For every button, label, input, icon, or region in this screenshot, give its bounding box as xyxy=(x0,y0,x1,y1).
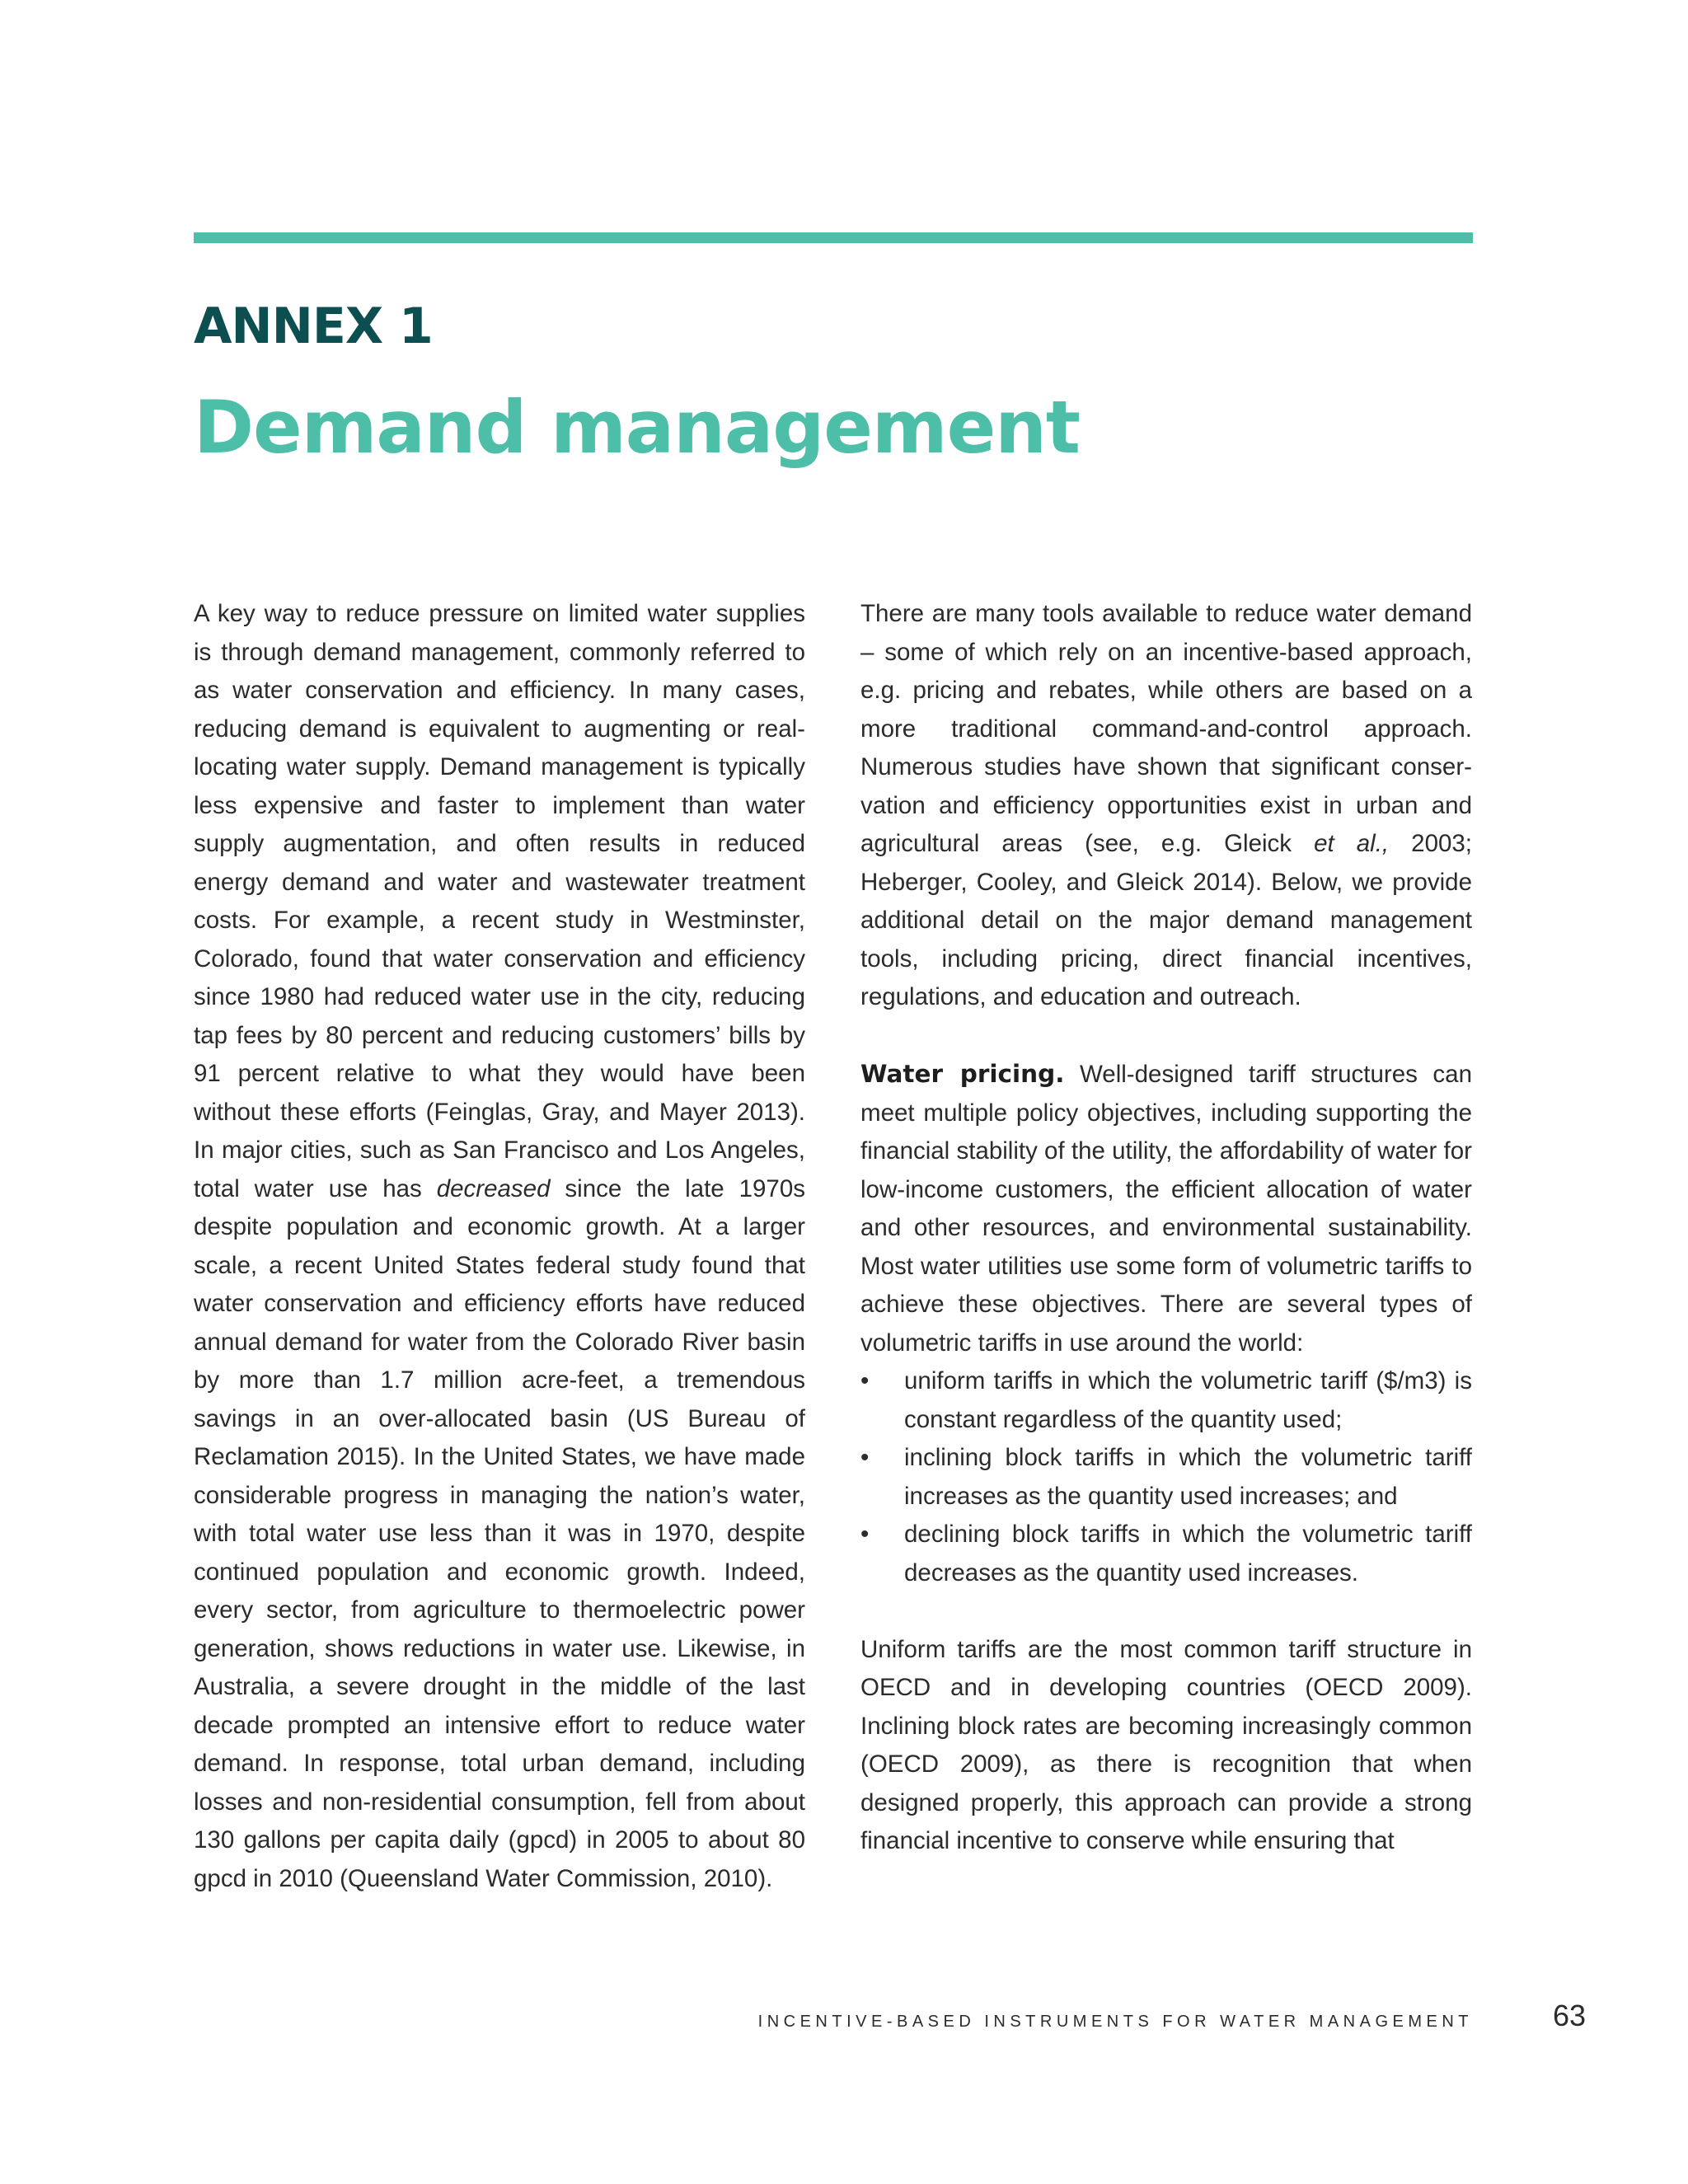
left-paragraph-1-text-b: since the late 1970s despite population and economic growth. At a larger scale, a recent United States federal study found that water conservation and efficiency efforts have reduced annual demand for water from the Colorado River basin by more than 1.7 million acre-feet, a tremendous savings in an over-allocated basin (US Bureau of Reclamation 2015). In the United States, we have made considerable progress in managing the nation’s water, with total water use less than it was in 1970, despite continued population and economic growth. Indeed, every sector, from agriculture to thermoelectric power generation, shows reductions in water use. Likewise, in Australia, a severe drought in the middle of the last decade prompted an intensive effort to reduce water demand. In response, total urban demand, including losses and non-residential consumption, fell from about 130 gallons per capita daily (gpcd) in 2005 to about 80 gpcd in 2010 (Queensland Water Commission, 2010). xyxy=(194,1174,805,1892)
list-item-text: declining block tariffs in which the volumetric tariff decreases as the quantity used increases. xyxy=(904,1521,1472,1586)
tariff-types-list xyxy=(860,1362,1472,1592)
right-column xyxy=(860,595,1472,1861)
left-paragraph-1-emphasis: decreased xyxy=(436,1174,551,1202)
bullet-icon: • xyxy=(860,1444,870,1471)
paragraph-spacer xyxy=(860,1017,1472,1056)
right-paragraph-1-emphasis: et al., xyxy=(1314,830,1390,857)
list-item xyxy=(860,1362,1472,1439)
page-title: Demand management xyxy=(194,385,1080,470)
right-paragraph-3: Uniform tariffs are the most common tariff structure in OECD and in developing countries (OECD 2009). Inclining block rates are becoming increasingly common (OECD 2009), as there is recognition that when designed properly, this approach can provide a strong financial incentive to conserve while ensuring that xyxy=(860,1635,1472,1854)
left-column xyxy=(194,595,805,1898)
paragraph-spacer xyxy=(860,1592,1472,1631)
page-number: 63 xyxy=(1553,1999,1587,2032)
list-item-text: uniform tariffs in which the volumetric tariff ($/m3) is constant regardless of the quantity used; xyxy=(904,1367,1472,1433)
list-item xyxy=(860,1516,1472,1592)
water-pricing-paragraph xyxy=(860,1055,1472,1362)
list-item-text: inclining block tariffs in which the volumetric tariff increases as the quantity used increases; and xyxy=(904,1444,1472,1510)
right-paragraph-1-text-a: There are many tools available to reduce water demand – some of which rely on an incentive-based approach, e.g. pricing and rebates, while others are based on a more traditional command-and-control approach. Numerous studies have shown that significant conservation and efficiency opportunities exist in urban and agricultural areas (see, e.g. Gleick xyxy=(860,600,1472,857)
left-paragraph-1-text-a: A key way to reduce pressure on limited water supplies is through demand management, commonly referred to as water conservation and efficiency. In many cases, reducing demand is equivalent to augmenting or reallocating water supply. Demand management is typically less expensive and faster to implement than water supply augmentation, and often results in reduced energy demand and water and wastewater treatment costs. For example, a recent study in Westminster, Colorado, found that water conservation and efficiency since 1980 had reduced water use in the city, reducing tap fees by 80 percent and reducing customers’ bills by 91 percent relative to what they would have been without these efforts (Feinglas, Gray, and Mayer 2013). In major cities, such as San Francisco and Los Angeles, total water use has xyxy=(194,600,805,1202)
annex-label: ANNEX 1 xyxy=(194,298,433,355)
left-paragraph-1 xyxy=(194,595,805,1898)
right-paragraph-1 xyxy=(860,595,1472,1017)
bullet-icon: • xyxy=(860,1367,870,1394)
top-accent-rule xyxy=(194,232,1473,243)
bullet-icon: • xyxy=(860,1521,870,1548)
list-item xyxy=(860,1439,1472,1516)
right-paragraph-1-text-b: 2003; Heberger, Cooley, and Gleick 2014). Below, we provide additional detail on the major demand management tools, including pricing, direct financial incentives, regulations, and education and outreach. xyxy=(860,830,1473,1010)
water-pricing-heading: Water pricing. xyxy=(860,1060,1065,1088)
footer-publication-title: INCENTIVE-BASED INSTRUMENTS FOR WATER MANAGEMENT xyxy=(757,2013,1473,2031)
water-pricing-text: Well-designed tariff structures can meet multiple policy objectives, including supporting the financial stability of the utility, the affordability of water for low-income customers, the efficient allocation of water and other resources, and environmental sustainability. Most water utilities use some form of volumetric tariffs to achieve these objectives. There are several types of volumetric tariffs in use around the world: xyxy=(860,1061,1472,1357)
